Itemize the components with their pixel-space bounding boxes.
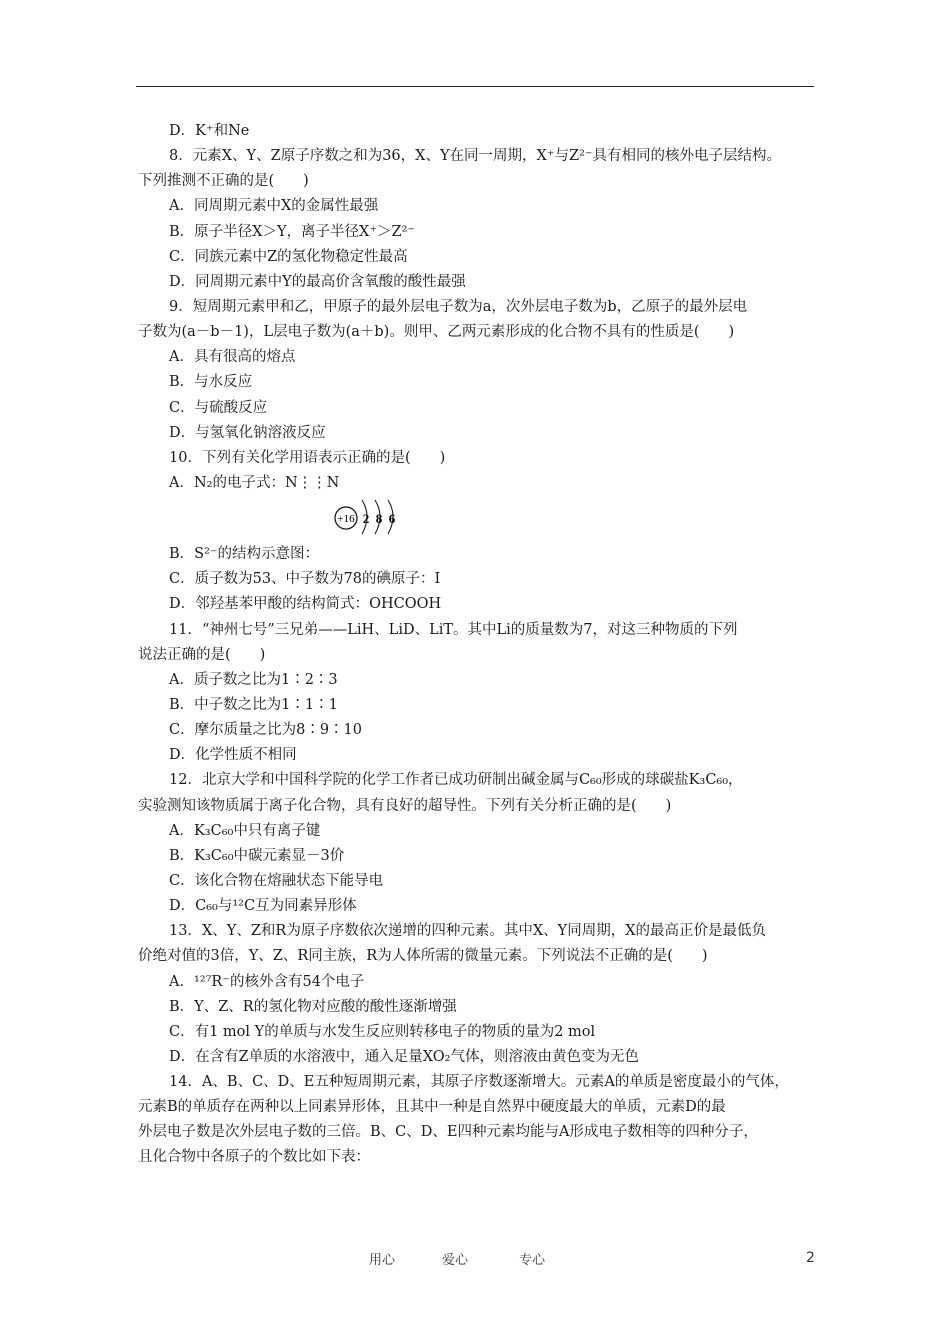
text-line: 13．X、Y、Z和R为原子序数依次递增的四种元素。其中X、Y同周期，X的最高正价是最低负 (169, 923, 767, 940)
text-line: B．S²⁻的结构示意图： (169, 546, 320, 563)
text-line: D．C₆₀与¹²C互为同素异形体 (169, 898, 357, 915)
text-line: D．与氢氧化钠溶液反应 (169, 424, 326, 441)
document-body (138, 119, 814, 1171)
text-line: C．与硫酸反应 (169, 399, 268, 416)
shell-electron-count: 6 (388, 511, 396, 527)
text-line: 下列推测不正确的是( ) (138, 173, 309, 190)
text-line: B．与水反应 (169, 374, 253, 391)
nucleus-charge: +16 (337, 513, 355, 526)
text-line: 14．A、B、C、D、E五种短周期元素，其原子序数逐渐增大。元素A的单质是密度最小的气体， (169, 1074, 789, 1091)
text-line: C．质子数为53、中子数为78的碘原子：I (169, 571, 441, 588)
text-line: D．在含有Z单质的水溶液中，通入足量XO₂气体，则溶液由黄色变为无色 (169, 1048, 639, 1065)
shell-electron-count: 2 (362, 511, 370, 527)
text-line: C．摩尔质量之比为8∶9∶10 (169, 722, 362, 739)
text-line: D．K⁺和Ne (169, 123, 250, 139)
text-line: D．化学性质不相同 (169, 747, 297, 764)
text-line: A．¹²⁷R⁻的核外含有54个电子 (169, 973, 365, 990)
text-line: B．中子数之比为1∶1∶1 (169, 696, 338, 713)
sulfide-ion-diagram (330, 490, 410, 540)
text-line: A．N₂的电子式：N⋮⋮N (169, 474, 340, 491)
text-line: C．有1 mol Y的单质与水发生反应则转移电子的物质的量为2 mol (169, 1023, 596, 1040)
text-line: 子数为(a－b－1)，L层电子数为(a＋b)。则甲、乙两元素形成的化合物不具有的性质是( ) (138, 324, 735, 341)
text-line: 11．“神州七号”三兄弟——LiH、LiD、LiT。其中Li的质量数为7，对这三种物质的下列 (169, 621, 738, 638)
page-number: 2 (806, 1250, 815, 1266)
footer-text-center: 爱心 (442, 1253, 469, 1268)
footer-text-right: 专心 (519, 1253, 546, 1268)
text-line: 外层电子数是次外层电子数的三倍。B、C、D、E四种元素均能与A形成电子数相等的四种分子， (138, 1124, 758, 1141)
text-line: C．同族元素中Z的氢化物稳定性最高 (169, 248, 408, 265)
text-line: 说法正确的是( ) (138, 646, 266, 663)
text-line: B．Y、Z、R的氢化物对应酸的酸性逐渐增强 (169, 998, 457, 1015)
text-line: 10．下列有关化学用语表示正确的是( ) (169, 449, 446, 466)
text-line: 实验测知该物质属于离子化合物，具有良好的超导性。下列有关分析正确的是( ) (138, 797, 672, 814)
text-line: A．同周期元素中X的金属性最强 (169, 198, 379, 215)
text-line: C．该化合物在熔融状态下能导电 (169, 872, 384, 889)
text-line: B．K₃C₆₀中碳元素显－3价 (169, 847, 345, 864)
text-line: A．质子数之比为1∶2∶3 (169, 671, 338, 688)
text-line: A．K₃C₆₀中只有离子键 (169, 822, 321, 839)
text-line: 9．短周期元素甲和乙，甲原子的最外层电子数为a，次外层电子数为b，乙原子的最外层电 (169, 298, 748, 315)
text-line: 价绝对值的3倍，Y、Z、R同主族，R为人体所需的微量元素。下列说法不正确的是( ) (138, 948, 708, 965)
text-line: 元素B的单质存在两种以上同素异形体，且其中一种是自然界中硬度最大的单质，元素D的最 (138, 1099, 726, 1116)
text-line: B．原子半径X＞Y，离子半径X⁺＞Z²⁻ (169, 223, 416, 240)
structure-diagram (138, 496, 814, 542)
text-line: A．具有很高的熔点 (169, 349, 296, 366)
text-line: D．同周期元素中Y的最高价含氧酸的酸性最强 (169, 273, 466, 290)
text-line: 且化合物中各原子的个数比如下表： (138, 1149, 370, 1166)
header-rule (136, 86, 814, 87)
footer-text-left: 用心 (369, 1253, 396, 1268)
text-line: 12．北京大学和中国科学院的化学工作者已成功研制出碱金属与C₆₀形成的球碳盐K₃C₆₀， (169, 772, 743, 789)
text-line: 8．元素X、Y、Z原子序数之和为36，X、Y在同一周期，X⁺与Z²⁻具有相同的核外电子层结构。 (169, 148, 782, 165)
text-line: D．邻羟基苯甲酸的结构简式：OHCOOH (169, 596, 442, 613)
shell-electron-count: 8 (375, 511, 383, 527)
